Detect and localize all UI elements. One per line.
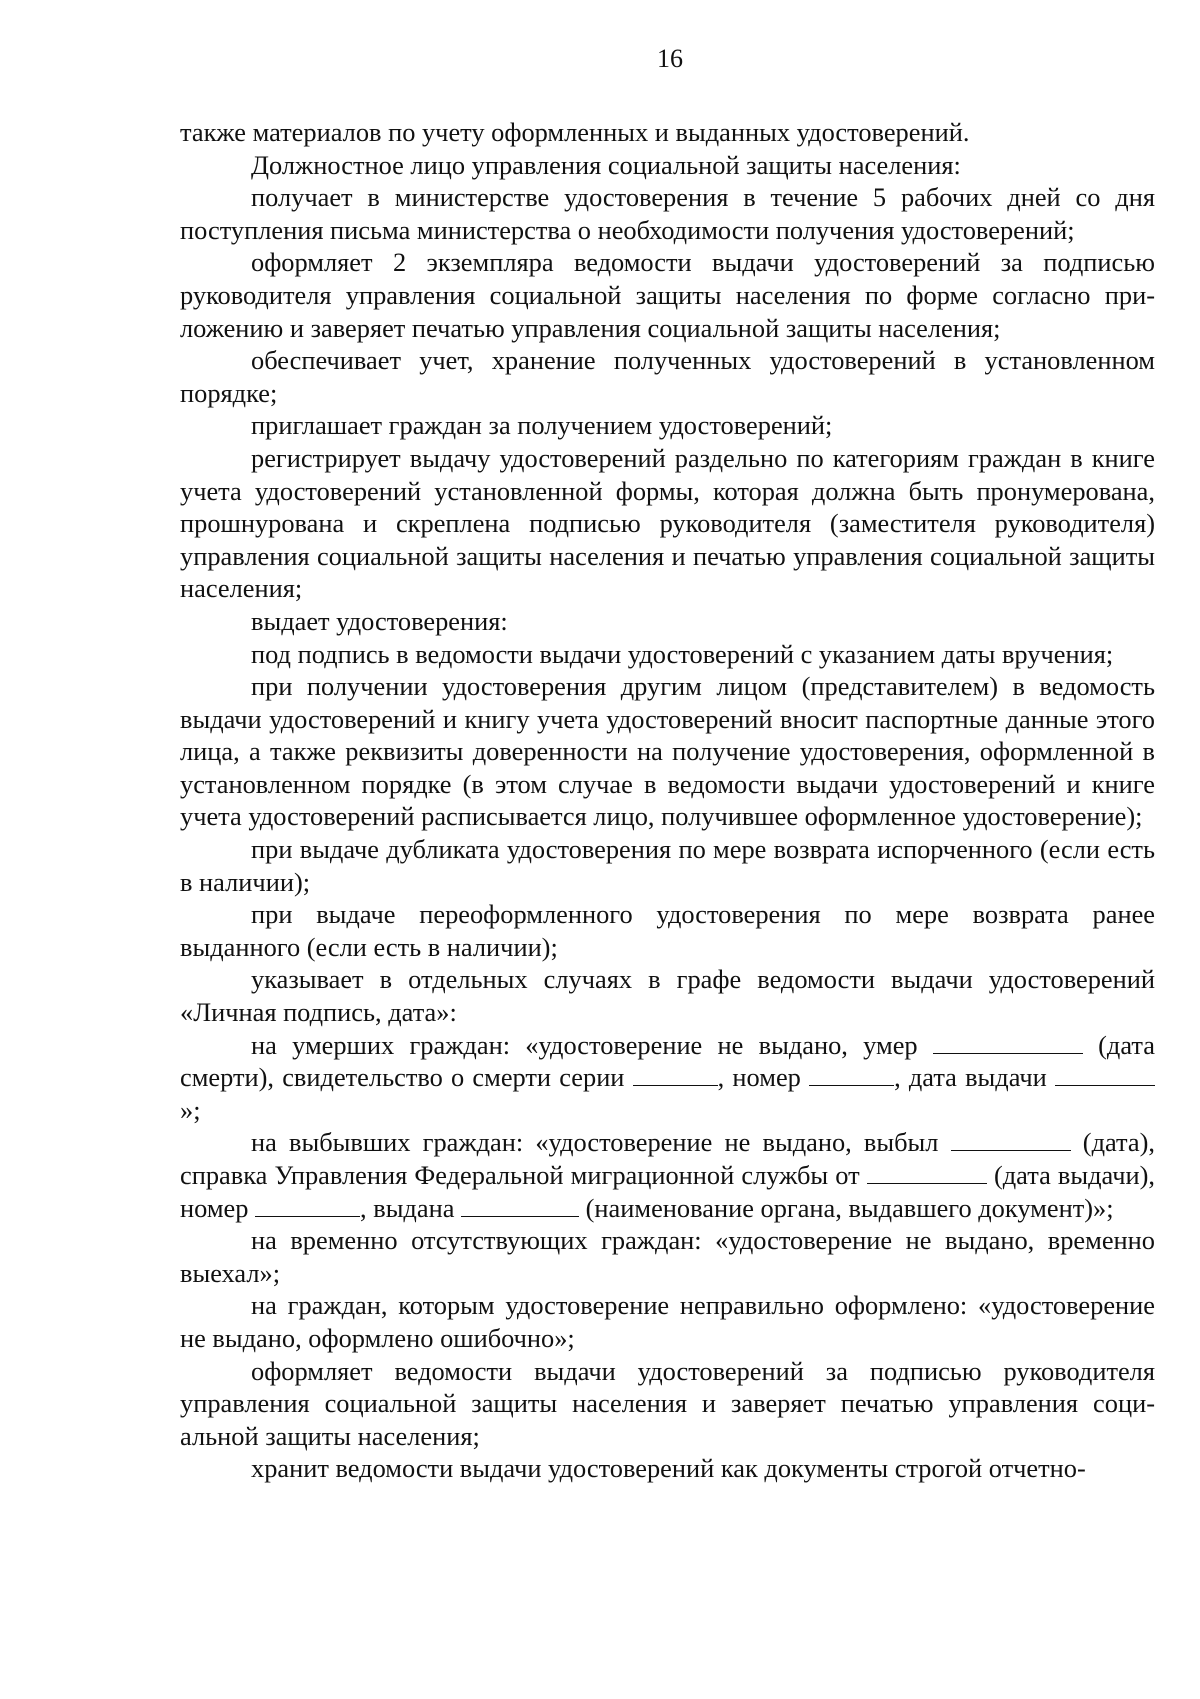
paragraph: получает в министерстве удостоверения в течение 5 рабочих дней со дня поступления письма министерства о необходимости получения удостоверений; [180, 182, 1155, 245]
paragraph: хранит ведомости выдачи удостоверений как документы строгой отчетно- [251, 1453, 1086, 1484]
paragraph: указывает в отдельных случаях в графе ведомости выдачи удостоверений «Личная подпись, дата»: [180, 964, 1155, 1028]
paragraph: оформляет 2 экземпляра ведомости выдачи удостоверений за подписью руководителя управления социальной защиты населения по форме согласно приложению и заверяет печатью управления социальной защиты населения; [180, 247, 1155, 343]
paragraph: на граждан, которым удостоверение неправильно оформлено: «удостоверение не выдано, оформлено ошибочно»; [180, 1290, 1155, 1353]
text-fragment: (наименование органа, выдавшего документ)»; [585, 1192, 1114, 1223]
paragraph: Должностное лицо управления социальной защиты населения: [251, 149, 961, 180]
text-fragment: (дата), справка Управления Федеральной миграционной службы от [180, 1127, 1155, 1190]
paragraph-deceased [180, 1029, 1155, 1127]
text-fragment: , выдана [360, 1192, 455, 1223]
paragraph: обеспечивает учет, хранение полученных удостоверений в установленном порядке; [180, 345, 1155, 408]
text-fragment: , дата выдачи [894, 1062, 1047, 1093]
text-fragment: (дата смерти), свидетельство о смерти серии [180, 1029, 1155, 1093]
blank-line [951, 1128, 1071, 1151]
paragraph: приглашает граждан за получением удостоверений; [251, 410, 833, 441]
blank-line [461, 1194, 579, 1217]
text-fragment: (дата выдачи), номер [180, 1160, 1155, 1223]
paragraph-departed [180, 1126, 1155, 1224]
blank-line [867, 1161, 987, 1184]
paragraph: также материалов по учету оформленных и выданных удостоверений. [180, 117, 970, 147]
blank-line [1055, 1063, 1155, 1086]
page-number: 16 [657, 44, 683, 73]
blank-line [809, 1063, 894, 1086]
document-body [180, 116, 1155, 1485]
blank-line [933, 1031, 1083, 1054]
text-fragment: на умерших граждан: «удостоверение не выдано, умер [251, 1029, 918, 1060]
paragraph: регистрирует выдачу удостоверений раздельно по категориям граждан в книге учета удостоверений установленной формы, которая должна быть пронумерована, прошнурована и скреплена подписью руководителя (заместителя руководителя) управления социальной защиты населения и печатью управления социальной защиты населения; [180, 442, 1155, 604]
blank-line [633, 1063, 718, 1086]
text-fragment: на выбывших граждан: «удостоверение не выдано, выбыл [251, 1127, 939, 1158]
blank-line [255, 1194, 360, 1217]
paragraph: под подпись в ведомости выдачи удостоверений с указанием даты вручения; [251, 638, 1114, 669]
paragraph: при выдаче дубликата удостоверения по мере возврата испорченного (если есть в наличии); [180, 834, 1155, 897]
paragraph: оформляет ведомости выдачи удостоверений за подписью руководителя управления социальной защиты населения и заверяет печатью управления социальной защиты населения; [180, 1355, 1155, 1451]
text-fragment: »; [180, 1094, 201, 1125]
paragraph: при получении удостоверения другим лицом (представителем) в ведомость выдачи удостоверений и книгу учета удостоверений вносит паспортные данные этого лица, а также реквизиты доверенности на получение удостоверения, оформленной в установленном порядке (в этом случае в ведомости выдачи удостоверений и книге учета удостоверений расписывается лицо, получившее оформленное удостоверение); [180, 671, 1155, 832]
paragraph: выдает удостоверения: [251, 605, 508, 636]
text-fragment: , номер [717, 1062, 801, 1093]
paragraph: на временно отсутствующих граждан: «удостоверение не выдано, временно выехал»; [180, 1225, 1155, 1288]
paragraph: при выдаче переоформленного удостоверения по мере возврата ранее выданного (если есть в наличии); [180, 899, 1155, 962]
